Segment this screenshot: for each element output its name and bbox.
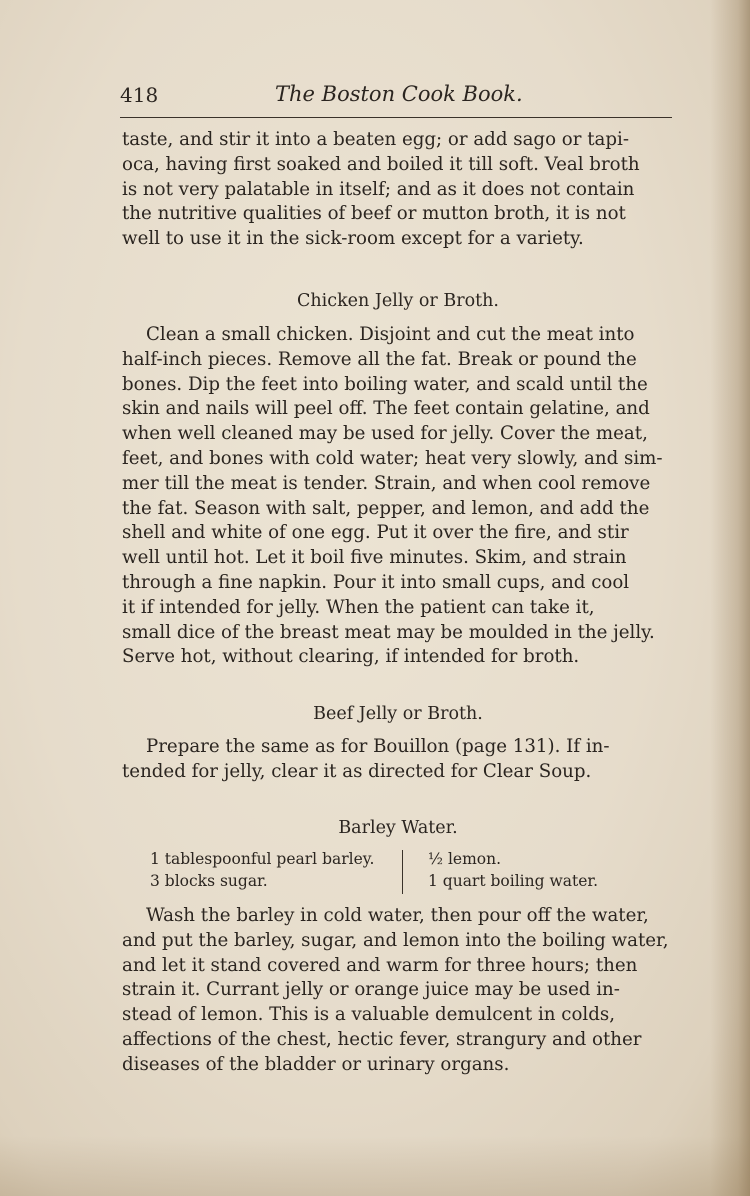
text-line: Clean a small chicken. Disjoint and cut the meat into — [146, 324, 635, 345]
chicken-jelly-paragraph — [122, 323, 674, 670]
text-line: and put the barley, sugar, and lemon into the boiling water, — [122, 929, 669, 951]
text-line: when well cleaned may be used for jelly. Cover the meat, — [122, 423, 648, 445]
text-line: taste, and stir it into a beaten egg; or add sago or tapi- — [122, 129, 629, 150]
text-line: Prepare the same as for Bouillon (page 131). If in- — [146, 736, 610, 757]
page-number: 418 — [120, 83, 159, 107]
text-line: bones. Dip the feet into boiling water, and scald until the — [122, 373, 648, 395]
section-heading: Barley Water. — [338, 818, 458, 838]
text-line: the fat. Season with salt, pepper, and lemon, and add the — [122, 497, 650, 519]
text-line: Wash the barley in cold water, then pour off the water, — [146, 905, 649, 926]
ingredient-item: 1 tablespoonful pearl barley. — [150, 850, 375, 868]
text-line: shell and white of one egg. Put it over the fire, and stir — [122, 522, 629, 544]
section-heading: Beef Jelly or Broth. — [313, 704, 483, 724]
barley-water-paragraph — [122, 904, 674, 1078]
ingredient-item: 1 quart boiling water. — [428, 872, 599, 890]
page-edge-shadow — [710, 0, 750, 1196]
ingredient-item: 3 blocks sugar. — [150, 872, 268, 890]
text-line: feet, and bones with cold water; heat very slowly, and sim- — [122, 447, 663, 469]
section-heading: Chicken Jelly or Broth. — [297, 291, 499, 311]
text-line: affections of the chest, hectic fever, strangury and other — [122, 1028, 642, 1050]
intro-paragraph — [122, 128, 674, 252]
text-line: and let it stand covered and warm for three hours; then — [122, 954, 638, 976]
ingredients-left-column — [150, 848, 374, 892]
text-line: skin and nails will peel off. The feet contain gelatine, and — [122, 398, 650, 420]
ingredients-divider — [402, 850, 403, 894]
text-line: is not very palatable in itself; and as it does not contain — [122, 178, 635, 200]
running-title: The Boston Cook Book. — [275, 82, 523, 106]
ingredients-right-column — [428, 848, 598, 892]
text-line: small dice of the breast meat may be moulded in the jelly. — [122, 621, 655, 643]
header-rule — [120, 117, 672, 118]
text-line: mer till the meat is tender. Strain, and when cool remove — [122, 472, 651, 494]
text-line: diseases of the bladder or urinary organs. — [122, 1053, 510, 1075]
page-bottom-shadow — [0, 1136, 750, 1196]
text-line: half-inch pieces. Remove all the fat. Break or pound the — [122, 348, 637, 370]
ingredient-item: ½ lemon. — [428, 850, 502, 868]
text-line: stead of lemon. This is a valuable demulcent in colds, — [122, 1004, 615, 1026]
text-line: well until hot. Let it boil five minutes. Skim, and strain — [122, 547, 627, 569]
text-line: Serve hot, without clearing, if intended for broth. — [122, 646, 580, 668]
text-line: well to use it in the sick-room except for a variety. — [122, 228, 584, 250]
text-line: through a fine napkin. Pour it into small cups, and cool — [122, 571, 630, 593]
text-line: tended for jelly, clear it as directed for Clear Soup. — [122, 760, 592, 782]
text-line: it if intended for jelly. When the patient can take it, — [122, 596, 595, 618]
ingredients-list — [150, 848, 610, 896]
page-header — [120, 80, 672, 116]
beef-jelly-paragraph — [122, 735, 674, 785]
text-line: strain it. Currant jelly or orange juice may be used in- — [122, 979, 620, 1001]
text-line: oca, having first soaked and boiled it till soft. Veal broth — [122, 153, 640, 175]
text-line: the nutritive qualities of beef or mutton broth, it is not — [122, 203, 626, 225]
